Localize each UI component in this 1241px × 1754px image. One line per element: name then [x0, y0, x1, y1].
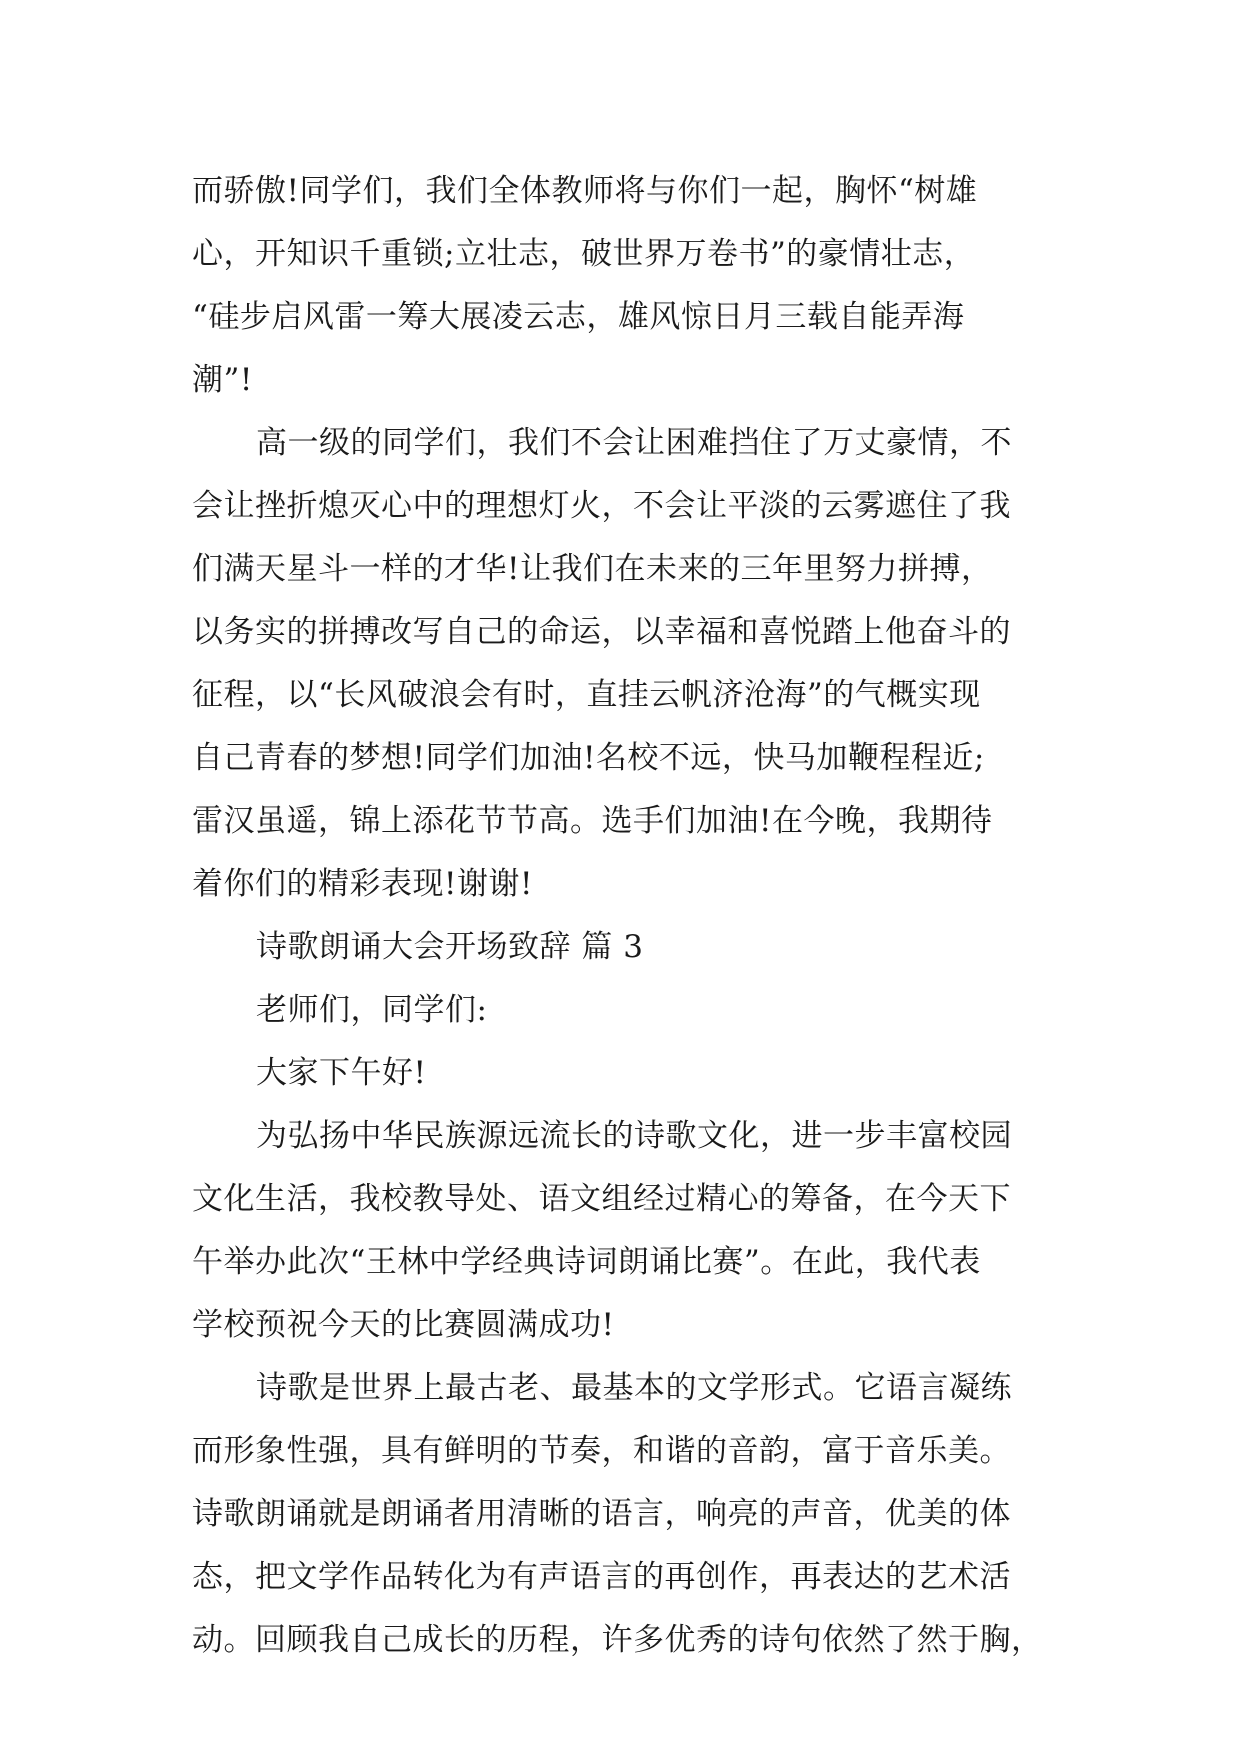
- text-line: “硅步启风雷一筹大展凌云志，雄风惊日月三载自能弄海: [192, 299, 965, 335]
- text-line: 会让挫折熄灭心中的理想灯火，不会让平淡的云雾遮住了我: [192, 488, 1011, 524]
- text-line: 诗歌是世界上最古老、最基本的文学形式。它语言凝练: [256, 1370, 1012, 1406]
- text-line: 动。回顾我自己成长的历程，许多优秀的诗句依然了然于胸，: [192, 1622, 1043, 1658]
- text-line: 态，把文学作品转化为有声语言的再创作，再表达的艺术活: [192, 1559, 1011, 1595]
- body-text: [192, 160, 1072, 1672]
- text-line: 老师们，同学们:: [256, 992, 488, 1028]
- text-line: 为弘扬中华民族源远流长的诗歌文化，进一步丰富校园: [256, 1118, 1012, 1154]
- text-line: 而骄傲!同学们，我们全体教师将与你们一起，胸怀“树雄: [192, 173, 978, 209]
- text-line: 着你们的精彩表现!谢谢!: [192, 866, 533, 902]
- text-line: 们满天星斗一样的才华!让我们在未来的三年里努力拼搏，: [192, 551, 993, 587]
- text-line: 高一级的同学们，我们不会让困难挡住了万丈豪情，不: [256, 425, 1012, 461]
- text-line: 自己青春的梦想!同学们加油!名校不远，快马加鞭程程近;: [192, 740, 985, 776]
- text-line: 诗歌朗诵大会开场致辞 篇 3: [256, 929, 644, 965]
- text-line: 潮”!: [192, 362, 253, 398]
- text-line: 午举办此次“王林中学经典诗词朗诵比赛”。在此，我代表: [192, 1244, 981, 1280]
- text-line: 以务实的拼搏改写自己的命运，以幸福和喜悦踏上他奋斗的: [192, 614, 1011, 650]
- text-line: 诗歌朗诵就是朗诵者用清晰的语言，响亮的声音，优美的体: [192, 1496, 1011, 1532]
- text-line: 征程，以“长风破浪会有时，直挂云帆济沧海”的气概实现: [192, 677, 981, 713]
- text-line: 文化生活，我校教导处、语文组经过精心的筹备，在今天下: [192, 1181, 1011, 1217]
- text-line: 学校预祝今天的比赛圆满成功!: [192, 1307, 615, 1343]
- text-line: 大家下午好!: [256, 1055, 427, 1091]
- text-line: 而形象性强，具有鲜明的节奏，和谐的音韵，富于音乐美。: [192, 1433, 1011, 1469]
- text-line: 心，开知识千重锁;立壮志，破世界万卷书”的豪情壮志，: [192, 236, 976, 272]
- text-line: 雷汉虽遥，锦上添花节节高。选手们加油!在今晚，我期待: [192, 803, 993, 839]
